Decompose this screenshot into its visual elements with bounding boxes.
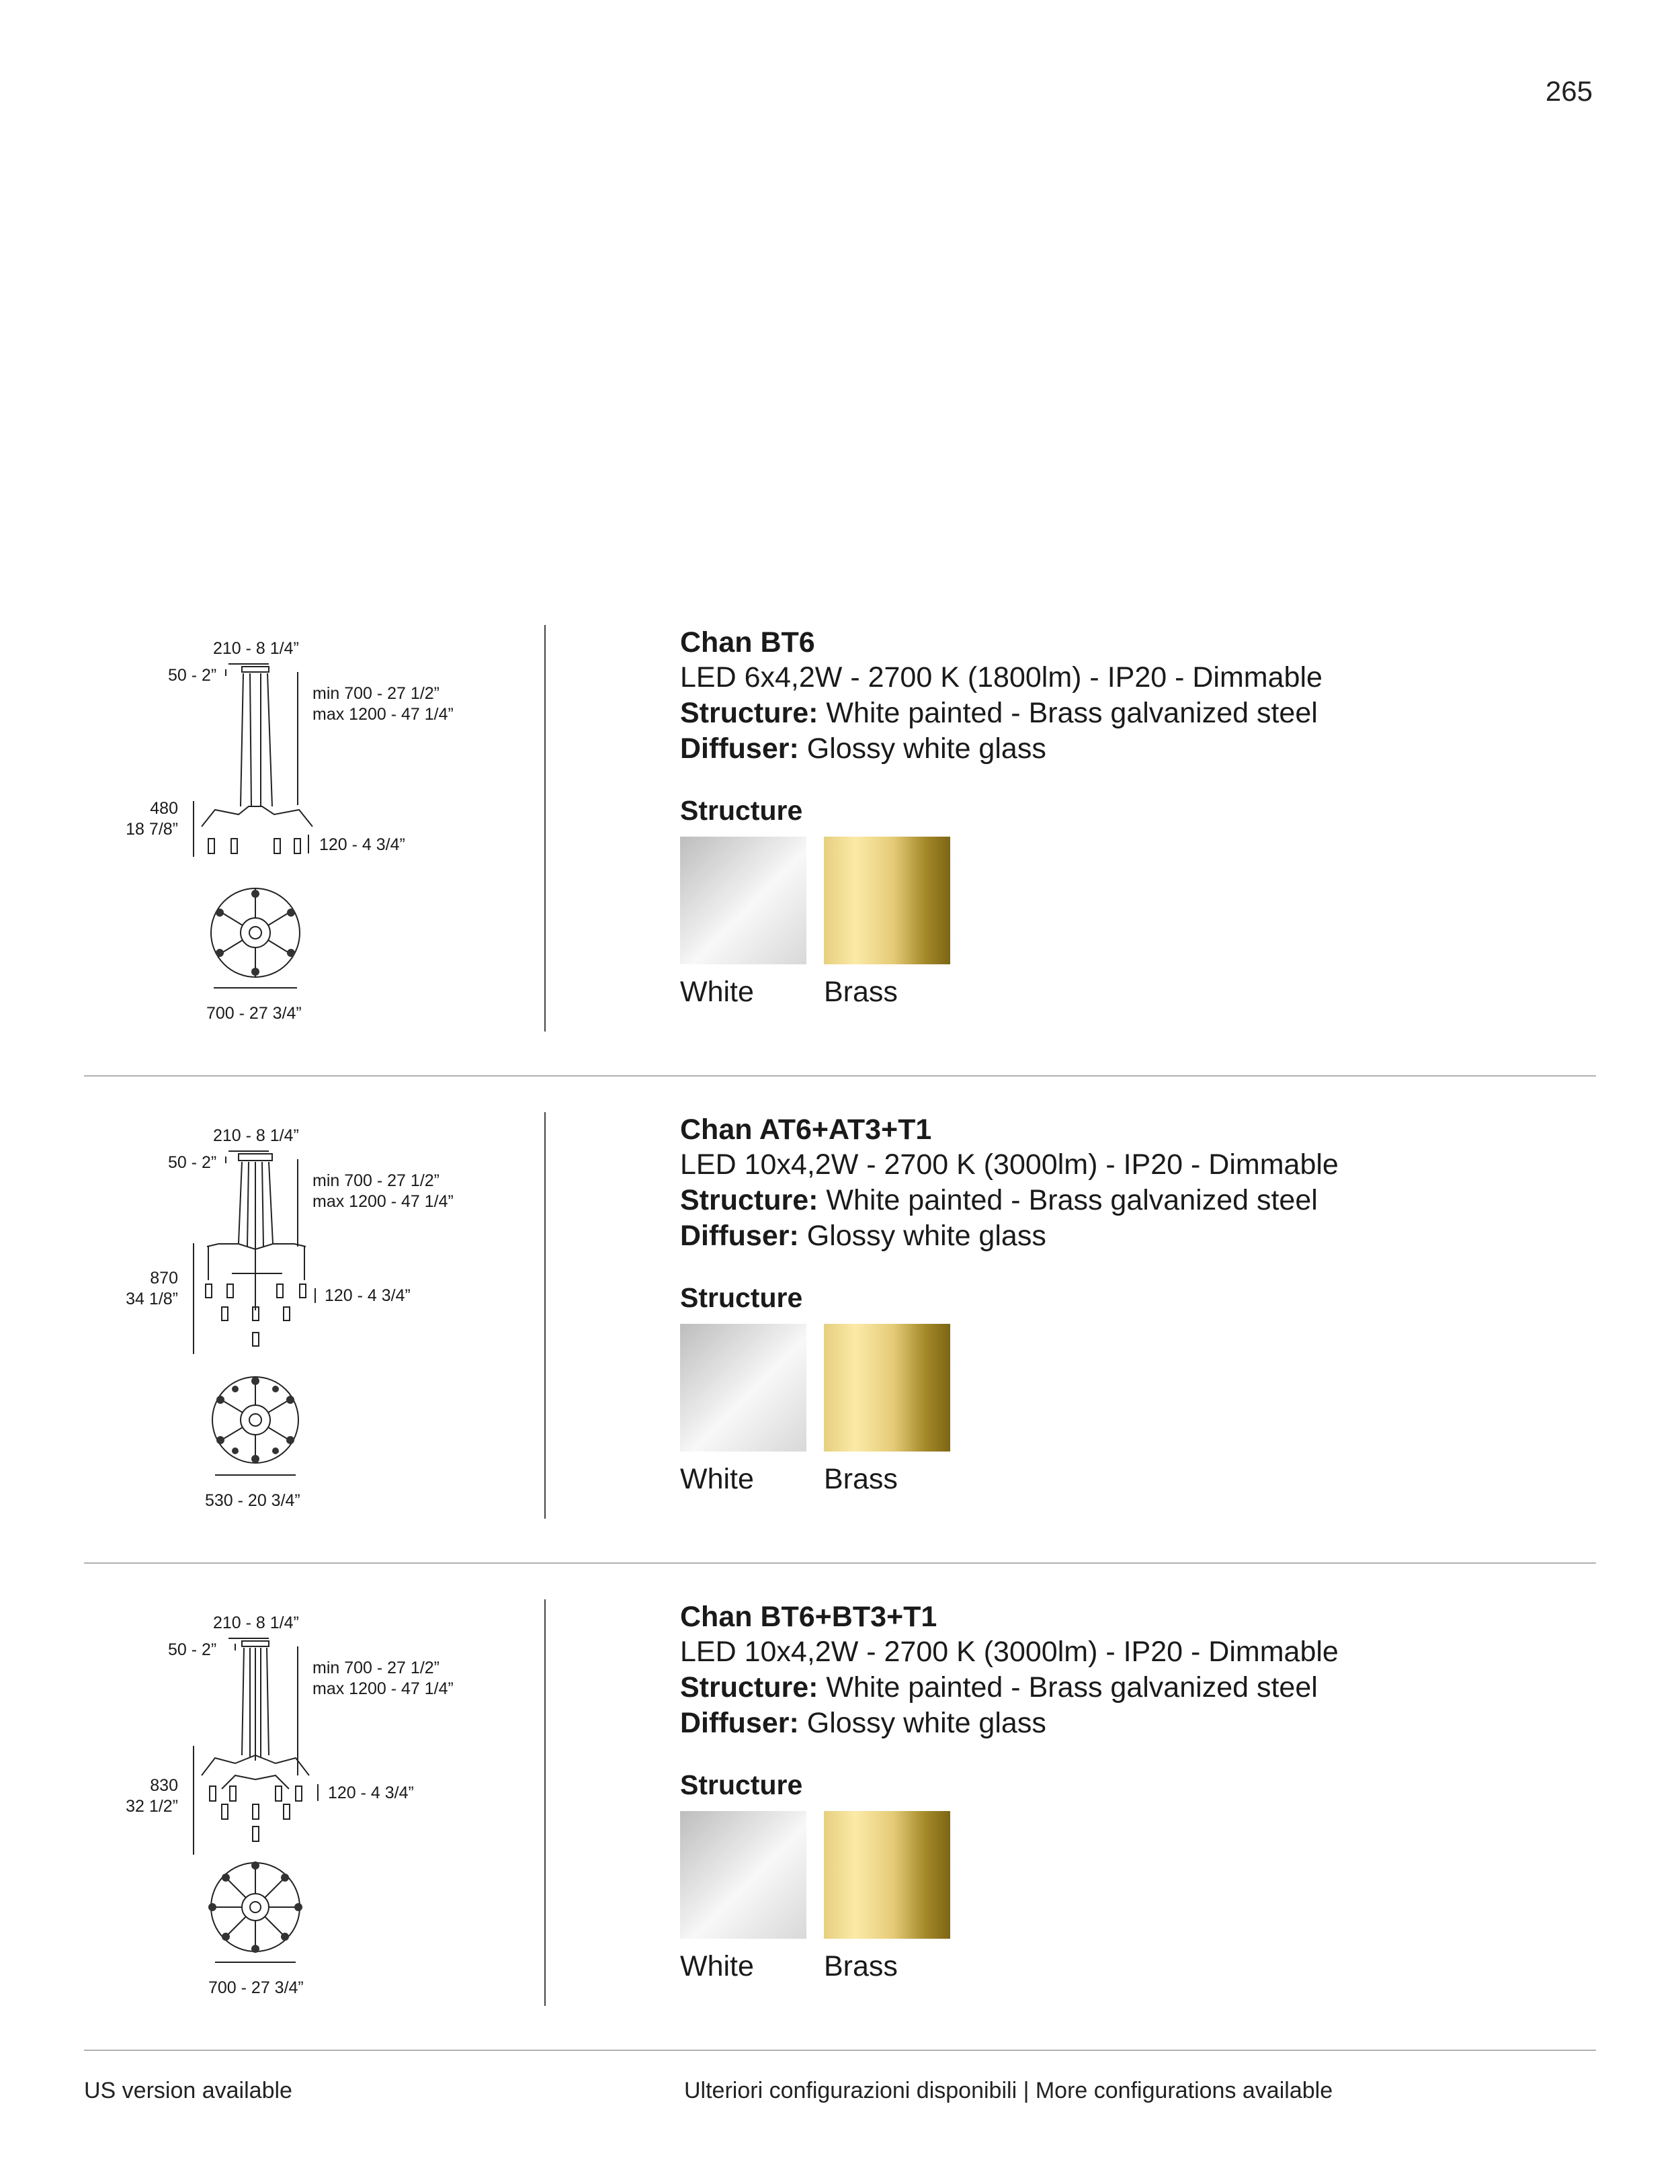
structure-line (680, 696, 1554, 731)
product-title: Chan BT6+BT3+T1 (680, 1601, 937, 1633)
diffuser-value: Glossy white glass (798, 732, 1046, 765)
dim-height-in: 18 7/8” (126, 820, 178, 839)
dim-diameter: 530 - 20 3/4” (205, 1491, 300, 1510)
product-spec: LED 10x4,2W - 2700 K (3000lm) - IP20 - Dimmable (680, 1148, 1339, 1181)
product-chan-bt6-bt3-t1 (0, 1599, 1680, 2023)
dim-diameter: 700 - 27 3/4” (208, 1978, 304, 1997)
structure-label: Structure: (680, 697, 818, 729)
dim-cable-min: min 700 - 27 1/2” (312, 1171, 439, 1190)
finish-heading: Structure (680, 1769, 803, 1800)
page-number: 265 (1545, 75, 1593, 107)
vertical-divider (544, 1599, 546, 2006)
dim-top-width: 210 - 8 1/4” (213, 1126, 299, 1145)
product-chan-at6-at3-t1 (0, 1112, 1680, 1536)
dim-height-in: 34 1/8” (126, 1290, 178, 1308)
product-spec: LED 10x4,2W - 2700 K (3000lm) - IP20 - Dimmable (680, 1636, 1339, 1668)
product-info (680, 1599, 1554, 1983)
finish-white[interactable] (680, 837, 808, 1009)
structure-label: Structure: (680, 1184, 818, 1216)
dim-cable-min: min 700 - 27 1/2” (312, 1658, 439, 1677)
footer-us-version: US version available (84, 2078, 292, 2103)
dim-height-in: 32 1/2” (126, 1797, 178, 1816)
diffuser-label: Diffuser: (680, 1707, 799, 1739)
finish-brass[interactable] (824, 837, 952, 1009)
finish-brass[interactable] (824, 1811, 952, 1983)
footer-divider (84, 2050, 1596, 2051)
dim-height-mm: 870 (150, 1269, 178, 1288)
finish-swatches (680, 1324, 1554, 1496)
product-info (680, 1112, 1554, 1496)
vertical-divider (544, 625, 546, 1032)
dim-cable-max: max 1200 - 47 1/4” (312, 705, 454, 724)
white-swatch (680, 1811, 806, 1939)
finish-swatches (680, 1811, 1554, 1983)
white-swatch (680, 837, 806, 964)
diffuser-label: Diffuser: (680, 1220, 799, 1252)
product-spec: LED 6x4,2W - 2700 K (1800lm) - IP20 - Dimmable (680, 661, 1322, 694)
dim-canopy: 50 - 2” (168, 1640, 217, 1659)
dim-height-mm: 480 (150, 799, 178, 818)
brass-swatch (824, 1811, 950, 1939)
footer-more-configurations: Ulteriori configurazioni disponibili | More configurations available (684, 2078, 1333, 2103)
dim-glass: 120 - 4 3/4” (319, 835, 405, 854)
finish-heading: Structure (680, 795, 803, 826)
finish-white[interactable] (680, 1324, 808, 1496)
finish-brass[interactable] (824, 1324, 952, 1496)
product-chan-bt6 (0, 625, 1680, 1048)
dim-canopy: 50 - 2” (168, 1153, 217, 1172)
finish-swatches (680, 837, 1554, 1009)
structure-value: White painted - Brass galvanized steel (818, 1184, 1318, 1216)
section-divider (84, 1075, 1596, 1077)
diffuser-value: Glossy white glass (798, 1707, 1046, 1739)
swatch-label: Brass (824, 976, 898, 1008)
diffuser-line (680, 1706, 1554, 1741)
structure-label: Structure: (680, 1671, 818, 1704)
structure-line (680, 1670, 1554, 1706)
section-divider (84, 1562, 1596, 1564)
structure-value: White painted - Brass galvanized steel (818, 697, 1318, 729)
dim-diameter: 700 - 27 3/4” (206, 1004, 302, 1023)
finish-white[interactable] (680, 1811, 808, 1983)
dim-cable-min: min 700 - 27 1/2” (312, 684, 439, 703)
white-swatch (680, 1324, 806, 1452)
swatch-label: White (680, 1463, 754, 1495)
swatch-label: White (680, 1950, 754, 1982)
brass-swatch (824, 837, 950, 964)
dim-cable-max: max 1200 - 47 1/4” (312, 1679, 454, 1698)
structure-value: White painted - Brass galvanized steel (818, 1671, 1318, 1704)
dim-top-width: 210 - 8 1/4” (213, 1613, 299, 1632)
diffuser-line (680, 1218, 1554, 1254)
diffuser-label: Diffuser: (680, 732, 799, 765)
dim-canopy: 50 - 2” (168, 666, 217, 685)
technical-drawing (101, 1112, 477, 1529)
diffuser-value: Glossy white glass (798, 1220, 1046, 1252)
dim-glass: 120 - 4 3/4” (325, 1286, 411, 1305)
technical-drawing (101, 1599, 477, 2016)
dim-glass: 120 - 4 3/4” (328, 1783, 414, 1802)
swatch-label: White (680, 976, 754, 1008)
structure-line (680, 1183, 1554, 1218)
product-title: Chan BT6 (680, 626, 815, 659)
product-title: Chan AT6+AT3+T1 (680, 1114, 932, 1146)
technical-drawing (101, 625, 477, 1042)
finish-heading: Structure (680, 1282, 803, 1313)
brass-swatch (824, 1324, 950, 1452)
swatch-label: Brass (824, 1463, 898, 1495)
diffuser-line (680, 731, 1554, 767)
dim-cable-max: max 1200 - 47 1/4” (312, 1192, 454, 1211)
product-info (680, 625, 1554, 1009)
dim-height-mm: 830 (150, 1776, 178, 1795)
swatch-label: Brass (824, 1950, 898, 1982)
vertical-divider (544, 1112, 546, 1519)
dim-top-width: 210 - 8 1/4” (213, 639, 299, 658)
